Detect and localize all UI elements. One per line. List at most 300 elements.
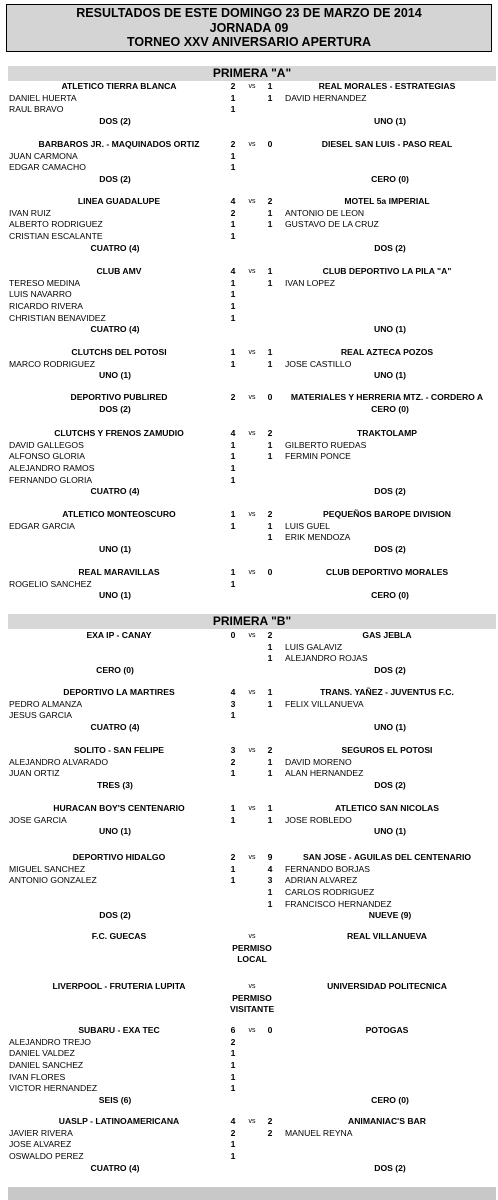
header-round-line: JORNADA 09	[209, 20, 289, 35]
home-scorer-name: JOSE ALVAREZ	[9, 1139, 72, 1150]
home-total-words: DOS (2)	[99, 116, 131, 127]
away-scorer-name: CARLOS RODRIGUEZ	[285, 887, 375, 898]
vs-label: vs	[248, 198, 256, 205]
vs-label: vs	[248, 394, 256, 401]
away-scorer-name: DAVID HERNANDEZ	[285, 92, 367, 103]
permit-label: PERMISO	[232, 992, 272, 1003]
scorer-row	[0, 289, 498, 301]
vs-label: vs	[248, 141, 256, 148]
away-team-name: REAL VILLANUEVA	[347, 931, 427, 941]
away-total-words: DOS (2)	[374, 242, 406, 253]
home-scorer-goals: 1	[230, 768, 236, 779]
away-score: 2	[267, 509, 273, 519]
home-score: 2	[230, 81, 236, 91]
away-team-name: SAN JOSE - AGUILAS DEL CENTENARIO	[302, 852, 472, 862]
away-scorer-name: FRANCISCO HERNANDEZ	[285, 898, 392, 909]
match-total-row	[0, 486, 498, 498]
away-team-name: DIESEL SAN LUIS - PASO REAL	[321, 139, 453, 149]
home-total-words: UNO (1)	[99, 370, 131, 381]
away-scorer-goals: 1	[267, 439, 273, 450]
vs-label: vs	[248, 511, 256, 518]
home-scorer-goals: 2	[230, 207, 236, 218]
away-total-words: CERO (0)	[371, 590, 409, 601]
header-tournament-line: TORNEO XXV ANIVERSARIO APERTURA	[126, 35, 371, 49]
match-header-row	[0, 509, 498, 521]
home-team-name: LIVERPOOL - FRUTERIA LUPITA	[52, 981, 186, 991]
scorer-row	[0, 219, 498, 231]
match-header-row	[0, 1116, 498, 1128]
home-score: 4	[230, 196, 236, 206]
away-scorer-name: DAVID MORENO	[285, 756, 352, 767]
away-score: 2	[267, 196, 273, 206]
home-scorer-name: JUAN ORTIZ	[9, 768, 60, 779]
home-scorer-name: TERESO MEDINA	[9, 277, 81, 288]
home-team-name: CLUTCHS Y FRENOS ZAMUDIO	[54, 428, 184, 438]
scorer-row	[0, 104, 498, 116]
home-team-name: ATLETICO TIERRA BLANCA	[61, 81, 177, 91]
away-scorer-goals: 1	[267, 219, 273, 230]
away-team-name: PEQUEÑOS BAROPE DIVISION	[323, 509, 451, 519]
away-scorer-goals: 4	[267, 863, 273, 874]
away-scorer-name: FERMIN PONCE	[285, 451, 351, 462]
away-team-name: REAL MORALES - ESTRATEGIAS	[318, 81, 456, 91]
scorer-row	[0, 1139, 498, 1151]
home-total-words: TRES (3)	[97, 780, 133, 791]
home-scorer-goals: 1	[230, 439, 236, 450]
home-total-words: CUATRO (4)	[90, 1162, 140, 1173]
scorer-row	[0, 1060, 498, 1072]
home-scorer-name: CHRISTIAN BENAVIDEZ	[9, 312, 106, 323]
home-scorer-goals: 1	[230, 875, 236, 886]
home-score: 1	[230, 347, 236, 357]
away-team-name: TRAKTOLAMP	[357, 428, 417, 438]
away-scorer-goals: 3	[267, 875, 273, 886]
home-scorer-name: EDGAR GARCIA	[9, 520, 75, 531]
match-header-row	[0, 852, 498, 864]
scorer-row	[0, 451, 498, 463]
home-score: 1	[230, 803, 236, 813]
away-scorer-goals: 1	[267, 653, 273, 664]
away-score: 1	[267, 81, 273, 91]
scorer-row	[0, 359, 498, 371]
home-team-name: F.C. GUECAS	[91, 931, 147, 941]
scorer-row	[0, 899, 498, 911]
scorer-row	[0, 1128, 498, 1140]
away-scorer-goals: 1	[267, 814, 273, 825]
away-scorer-name: ALEJANDRO ROJAS	[285, 653, 368, 664]
home-scorer-name: RICARDO RIVERA	[9, 301, 84, 312]
scorer-row	[0, 653, 498, 665]
away-scorer-name: ANTONIO DE LEON	[285, 207, 365, 218]
scorer-row	[0, 162, 498, 174]
home-scorer-goals: 3	[230, 698, 236, 709]
vs-label: vs	[248, 632, 256, 639]
home-scorer-name: ALEJANDRO ALVARADO	[9, 756, 109, 767]
scorer-row	[0, 864, 498, 876]
home-team-name: ATLETICO MONTEOSCURO	[62, 509, 176, 519]
match-block	[0, 687, 498, 734]
home-score: 4	[230, 1116, 236, 1126]
home-scorer-goals: 1	[230, 219, 236, 230]
home-team-name: REAL MARAVILLAS	[78, 567, 160, 577]
scorer-row	[0, 642, 498, 654]
away-total-words: UNO (1)	[374, 370, 406, 381]
away-scorer-goals: 1	[267, 520, 273, 531]
home-scorer-name: ALFONSO GLORIA	[9, 451, 85, 462]
away-total-words: DOS (2)	[374, 665, 406, 676]
scorer-row	[0, 475, 498, 487]
home-scorer-name: RAUL BRAVO	[9, 104, 64, 115]
home-scorer-name: PEDRO ALMANZA	[9, 698, 83, 709]
home-scorer-goals: 2	[230, 1036, 236, 1047]
home-total-words: SEIS (6)	[98, 1095, 132, 1106]
away-scorer-goals: 1	[267, 358, 273, 369]
home-scorer-goals: 1	[230, 289, 236, 300]
home-scorer-name: OSWALDO PEREZ	[9, 1151, 84, 1162]
scorer-row	[0, 532, 498, 544]
home-scorer-name: JUAN CARMONA	[9, 150, 78, 161]
home-team-name: DEPORTIVO HIDALGO	[72, 852, 166, 862]
home-scorer-goals: 1	[230, 92, 236, 103]
results-header	[6, 4, 492, 52]
match-header-row	[0, 567, 498, 579]
home-scorer-goals: 1	[230, 301, 236, 312]
home-total-words: UNO (1)	[99, 544, 131, 555]
vs-label: vs	[248, 349, 256, 356]
match-block	[0, 630, 498, 677]
home-scorer-goals: 1	[230, 520, 236, 531]
scorer-row	[0, 815, 498, 827]
home-score: 4	[230, 266, 236, 276]
away-total-words: DOS (2)	[374, 1162, 406, 1173]
match-header-row	[0, 630, 498, 642]
home-total-words: CUATRO (4)	[90, 722, 140, 733]
away-team-name: REAL AZTECA POZOS	[340, 347, 434, 357]
scorer-row	[0, 1151, 498, 1163]
scorer-row	[0, 521, 498, 533]
home-team-name: BARBAROS JR. - MAQUINADOS ORTIZ	[38, 139, 200, 149]
match-total-row	[0, 544, 498, 556]
section-title: PRIMERA "B"	[8, 614, 496, 629]
away-total-words: CERO (0)	[371, 1095, 409, 1106]
match-header-row	[0, 803, 498, 815]
home-score: 4	[230, 687, 236, 697]
vs-label: vs	[248, 569, 256, 576]
match-header-row	[0, 139, 498, 151]
match-block	[0, 1116, 498, 1174]
match-total-row	[0, 116, 498, 128]
home-scorer-name: LUIS NAVARRO	[9, 289, 72, 300]
away-scorer-name: ALAN HERNANDEZ	[285, 768, 364, 779]
away-score: 0	[267, 139, 273, 149]
home-score: 6	[230, 1025, 236, 1035]
permit-label: PERMISO	[232, 942, 272, 953]
home-score: 1	[230, 509, 236, 519]
away-team-name: POTOGAS	[365, 1025, 409, 1035]
home-team-name: SOLITO - SAN FELIPE	[73, 745, 165, 755]
match-header-row	[0, 745, 498, 757]
match-total-row	[0, 1163, 498, 1175]
match-total-row	[0, 324, 498, 336]
away-scorer-goals: 1	[267, 532, 273, 543]
home-scorer-goals: 1	[230, 1139, 236, 1150]
vs-label: vs	[248, 430, 256, 437]
home-scorer-name: JOSE GARCIA	[9, 814, 67, 825]
home-total-words: DOS (2)	[99, 910, 131, 921]
home-scorer-name: EDGAR CAMACHO	[9, 162, 86, 173]
home-score: 2	[230, 139, 236, 149]
home-scorer-goals: 1	[230, 814, 236, 825]
away-total-words: CERO (0)	[371, 174, 409, 185]
home-score: 4	[230, 428, 236, 438]
away-scorer-name: GILBERTO RUEDAS	[285, 439, 367, 450]
vs-label: vs	[248, 1118, 256, 1125]
away-scorer-name: FELIX VILLANUEVA	[285, 698, 364, 709]
match-total-row	[0, 590, 498, 602]
vs-label: vs	[248, 689, 256, 696]
home-team-name: UASLP - LATINOAMERICANA	[58, 1116, 180, 1126]
scorer-row	[0, 875, 498, 887]
match-block	[0, 139, 498, 186]
scorer-row	[0, 301, 498, 313]
scorer-row	[0, 699, 498, 711]
match-total-row	[0, 1095, 498, 1107]
vs-label: vs	[248, 747, 256, 754]
away-scorer-name: GUSTAVO DE LA CRUZ	[285, 219, 379, 230]
away-score: 2	[267, 428, 273, 438]
match-header-row	[0, 981, 498, 993]
away-score: 1	[267, 266, 273, 276]
home-scorer-name: JAVIER RIVERA	[9, 1127, 73, 1138]
away-scorer-goals: 1	[267, 451, 273, 462]
scorer-row	[0, 440, 498, 452]
home-score: 2	[230, 852, 236, 862]
vs-label: vs	[248, 933, 256, 940]
away-scorer-name: ERIK MENDOZA	[285, 532, 351, 543]
permit-label: LOCAL	[237, 954, 267, 965]
away-total-words: UNO (1)	[374, 324, 406, 335]
section-title: PRIMERA "A"	[8, 66, 496, 81]
away-team-name: GAS JEBLA	[362, 630, 412, 640]
scorer-row	[0, 208, 498, 220]
away-total-words: UNO (1)	[374, 722, 406, 733]
away-score: 2	[267, 1116, 273, 1126]
away-team-name: CLUB DEPORTIVO LA PILA "A"	[322, 266, 452, 276]
away-scorer-goals: 1	[267, 698, 273, 709]
home-scorer-goals: 1	[230, 578, 236, 589]
away-team-name: CLUB DEPORTIVO MORALES	[325, 567, 449, 577]
home-scorer-goals: 1	[230, 358, 236, 369]
home-scorer-name: MIGUEL SANCHEZ	[9, 863, 86, 874]
home-total-words: UNO (1)	[99, 826, 131, 837]
home-scorer-goals: 1	[230, 150, 236, 161]
home-scorer-goals: 2	[230, 756, 236, 767]
away-team-name: ATLETICO SAN NICOLAS	[335, 803, 439, 813]
match-total-row	[0, 780, 498, 792]
away-total-words: NUEVE (9)	[368, 910, 412, 921]
home-scorer-goals: 1	[230, 231, 236, 242]
match-total-row	[0, 910, 498, 922]
away-scorer-name: FERNANDO BORJAS	[285, 863, 370, 874]
home-total-words: DOS (2)	[99, 174, 131, 185]
away-score: 2	[267, 745, 273, 755]
home-scorer-name: FERNANDO GLORIA	[9, 474, 93, 485]
match-total-row	[0, 722, 498, 734]
home-team-name: CLUB AMV	[96, 266, 142, 276]
away-scorer-goals: 1	[267, 92, 273, 103]
match-block	[0, 266, 498, 336]
home-scorer-name: ROGELIO SANCHEZ	[9, 578, 92, 589]
vs-label: vs	[248, 268, 256, 275]
away-scorer-goals: 1	[267, 207, 273, 218]
home-scorer-goals: 1	[230, 863, 236, 874]
home-score: 0	[230, 630, 236, 640]
away-score: 1	[267, 347, 273, 357]
scorer-row	[0, 768, 498, 780]
match-block	[0, 81, 498, 128]
permit-label: VISITANTE	[230, 1004, 275, 1015]
away-total-words: DOS (2)	[374, 780, 406, 791]
vs-label: vs	[248, 854, 256, 861]
home-team-name: DEPORTIVO LA MARTIRES	[63, 687, 175, 697]
match-header-row	[0, 1025, 498, 1037]
home-scorer-goals: 2	[230, 1127, 236, 1138]
match-header-row	[0, 196, 498, 208]
home-scorer-goals: 1	[230, 1060, 236, 1071]
away-scorer-goals: 1	[267, 887, 273, 898]
away-team-name: ANIMANIAC'S BAR	[348, 1116, 426, 1126]
match-total-row	[0, 243, 498, 255]
match-block	[0, 509, 498, 556]
away-scorer-goals: 1	[267, 756, 273, 767]
match-header-row	[0, 392, 498, 404]
home-scorer-goals: 1	[230, 104, 236, 115]
away-score: 2	[267, 630, 273, 640]
scorer-row	[0, 278, 498, 290]
scorer-row	[0, 1037, 498, 1049]
away-team-name: SEGUROS EL POTOSI	[341, 745, 433, 755]
home-scorer-name: VICTOR HERNANDEZ	[9, 1083, 98, 1094]
away-scorer-goals: 1	[267, 768, 273, 779]
home-scorer-goals: 1	[230, 1048, 236, 1059]
home-scorer-name: CRISTIAN ESCALANTE	[9, 231, 103, 242]
scorer-row	[0, 757, 498, 769]
home-scorer-goals: 1	[230, 312, 236, 323]
away-team-name: TRANS. YAÑEZ - JUVENTUS F.C.	[320, 687, 454, 697]
match-total-row	[0, 174, 498, 186]
away-team-name: UNIVERSIDAD POLITECNICA	[327, 981, 447, 991]
home-scorer-name: DANIEL HUERTA	[9, 92, 77, 103]
home-scorer-goals: 1	[230, 162, 236, 173]
match-header-row	[0, 931, 498, 943]
home-scorer-goals: 1	[230, 710, 236, 721]
away-total-words: DOS (2)	[374, 486, 406, 497]
home-scorer-name: ANTONIO GONZALEZ	[9, 875, 97, 886]
home-scorer-goals: 1	[230, 1071, 236, 1082]
match-header-row	[0, 687, 498, 699]
home-team-name: LINEA GUADALUPE	[77, 196, 161, 206]
away-scorer-goals: 1	[267, 641, 273, 652]
away-total-words: CERO (0)	[371, 403, 409, 414]
match-block	[0, 196, 498, 254]
vs-label: vs	[248, 805, 256, 812]
home-scorer-goals: 1	[230, 474, 236, 485]
scorer-row	[0, 1072, 498, 1084]
home-scorer-name: DANIEL SANCHEZ	[9, 1060, 84, 1071]
away-scorer-name: MANUEL REYNA	[285, 1127, 353, 1138]
away-total-words: UNO (1)	[374, 116, 406, 127]
scorer-row	[0, 313, 498, 325]
home-scorer-name: DANIEL VALDEZ	[9, 1048, 75, 1059]
scorer-row	[0, 579, 498, 591]
home-total-words: UNO (1)	[99, 590, 131, 601]
scorer-row	[0, 1048, 498, 1060]
home-score: 2	[230, 392, 236, 402]
home-scorer-goals: 1	[230, 1151, 236, 1162]
match-total-row	[0, 404, 498, 416]
match-block	[0, 347, 498, 382]
away-scorer-goals: 2	[267, 1127, 273, 1138]
home-scorer-goals: 1	[230, 451, 236, 462]
match-block	[0, 567, 498, 602]
match-header-row	[0, 428, 498, 440]
home-scorer-goals: 1	[230, 1083, 236, 1094]
away-score: 0	[267, 567, 273, 577]
home-scorer-goals: 1	[230, 463, 236, 474]
scorer-row	[0, 231, 498, 243]
away-team-name: MATERIALES Y HERRERIA MTZ. - CORDERO A	[290, 392, 484, 402]
match-block	[0, 1025, 498, 1107]
scorer-row	[0, 1083, 498, 1095]
away-scorer-name: LUIS GUEL	[285, 520, 330, 531]
match-header-row	[0, 347, 498, 359]
match-total-row	[0, 826, 498, 838]
scorer-row	[0, 463, 498, 475]
away-scorer-goals: 1	[267, 898, 273, 909]
home-scorer-name: ALBERTO RODRIGUEZ	[9, 219, 103, 230]
scorer-row	[0, 887, 498, 899]
home-scorer-name: DAVID GALLEGOS	[9, 439, 84, 450]
home-scorer-goals: 1	[230, 277, 236, 288]
away-score: 9	[267, 852, 273, 862]
home-team-name: DEPORTIVO PUBLIRED	[70, 392, 168, 402]
away-scorer-name: ADRIAN ALVAREZ	[285, 875, 358, 886]
match-block	[0, 981, 498, 1015]
vs-label: vs	[248, 983, 256, 990]
away-scorer-goals: 1	[267, 277, 273, 288]
scorer-row	[0, 710, 498, 722]
away-score: 1	[267, 803, 273, 813]
match-total-row	[0, 370, 498, 382]
vs-label: vs	[248, 1027, 256, 1034]
vs-label: vs	[248, 83, 256, 90]
home-score: 3	[230, 745, 236, 755]
match-header-row	[0, 81, 498, 93]
home-total-words: CUATRO (4)	[90, 324, 140, 335]
scorer-row	[0, 93, 498, 105]
away-scorer-name: JOSE CASTILLO	[285, 358, 352, 369]
home-scorer-name: IVAN RUIZ	[9, 207, 51, 218]
home-scorer-name: IVAN FLORES	[9, 1071, 66, 1082]
away-total-words: UNO (1)	[374, 826, 406, 837]
match-block	[0, 745, 498, 792]
home-scorer-name: ALEJANDRO TREJO	[9, 1036, 91, 1047]
home-total-words: CERO (0)	[96, 665, 134, 676]
match-block	[0, 428, 498, 498]
home-total-words: CUATRO (4)	[90, 486, 140, 497]
away-scorer-name: LUIS GALAVIZ	[285, 641, 343, 652]
home-total-words: CUATRO (4)	[90, 242, 140, 253]
